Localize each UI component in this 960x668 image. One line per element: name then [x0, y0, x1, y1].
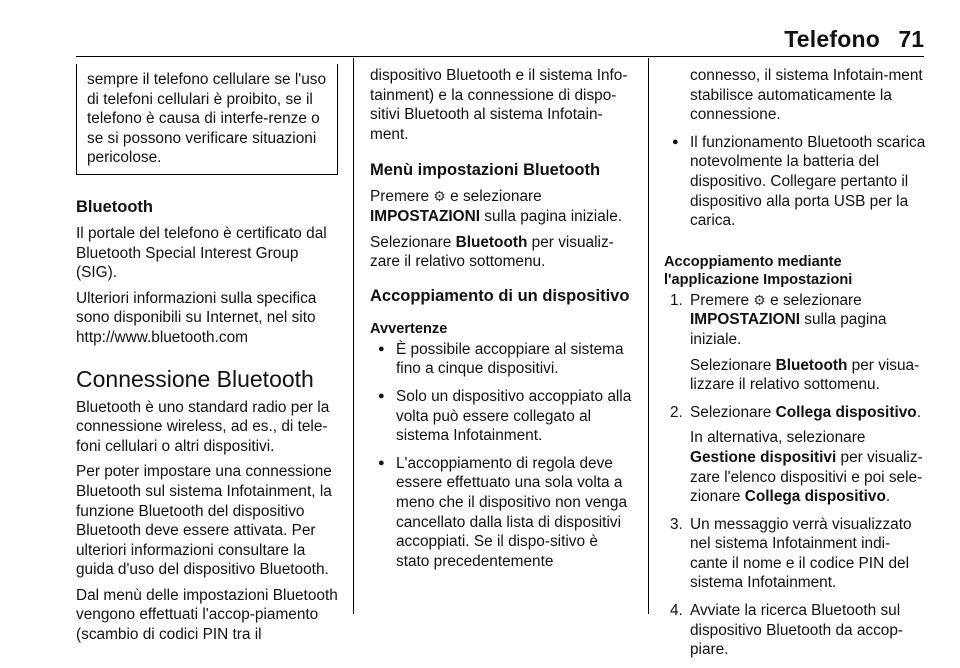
step-3: 3. Un messaggio verrà visualizzato nel sistema Infotainment indi-cante il nome e il codice PIN del sistema Infotainment.: [670, 515, 912, 592]
page-number: 71: [898, 26, 924, 52]
step-2: 2. Selezionare Collega dispositivo. In alternativa, selezionare Gestione dispositivi per visualiz-zare l'elenco dispositivi e poi sele-zionare Collega dispositivo.: [670, 403, 923, 506]
column-3: [664, 66, 926, 668]
ui-term: Bluetooth: [775, 356, 848, 374]
paragraph: Per poter impostare una connessione Bluetooth sul sistema Infotainment, la funzione Bluetooth del dispositivo Bluetooth deve essere attivata. Per ulteriori informazioni consultare la guida d'uso del dispositivo Bluetooth.: [76, 463, 332, 579]
bullet-item: ● Il funzionamento Bluetooth scarica notevolmente la batteria del dispositivo. Collegare pertanto il dispositivo alla porta USB per la carica.: [664, 133, 926, 231]
heading-pairing: Accoppiamento di un dispositivo: [370, 286, 630, 305]
heading-pairing-app: Accoppiamento mediante l'applicazione Impostazioni: [664, 253, 853, 288]
bullet-item: ● L'accoppiamento di regola deve essere effettuato una sola volta a meno che il dispositivo non venga cancellato dalla lista di dispositivi accoppiati. Se il dispo-sitivo è stato precedentemente: [370, 454, 634, 572]
heading-settings-menu: Menù impostazioni Bluetooth: [370, 161, 601, 180]
paragraph: Il portale del telefono è certificato dal Bluetooth Special Interest Group (SIG).: [76, 224, 327, 282]
heading-bluetooth-connection: Connessione Bluetooth: [76, 365, 314, 392]
settings-gear-icon: ⚙: [433, 188, 446, 205]
paragraph: Bluetooth è uno standard radio per la connessione wireless, ad es., di tele-foni cellulari o altri dispositivi.: [76, 398, 330, 455]
column-1: [76, 62, 338, 651]
bullet-item: ● Solo un dispositivo accoppiato alla volta può essere collegato al sistema Infotainment.: [370, 387, 634, 446]
ui-term: IMPOSTAZIONI: [370, 207, 481, 225]
ui-term: Bluetooth: [455, 233, 528, 251]
header-rule: [76, 56, 924, 57]
page-header: [0, 26, 960, 56]
bullet-item: ● È possibile accoppiare al sistema fino a cinque dispositivi.: [370, 340, 634, 379]
settings-gear-icon: ⚙: [753, 291, 766, 308]
ui-term: Collega dispositivo: [775, 403, 917, 421]
column-divider-2: [648, 58, 649, 614]
step-4: 4. Avviate la ricerca Bluetooth sul dispositivo Bluetooth da accop-piare.: [670, 602, 904, 659]
ui-term: Gestione dispositivi: [690, 448, 837, 466]
paragraph: Premere ⚙ e selezionare IMPOSTAZIONI sulla pagina iniziale.: [370, 188, 623, 225]
step-1: 1. Premere ⚙ e selezionare IMPOSTAZIONI sulla pagina iniziale. Selezionare Bluetooth per visua-lizzare il relativo sottomenu.: [670, 291, 920, 394]
heading-bluetooth: Bluetooth: [76, 197, 153, 216]
ui-term: IMPOSTAZIONI: [690, 311, 801, 329]
column-2: [370, 66, 634, 579]
bullet-continuation: connesso, il sistema Infotain-ment stabilisce automaticamente la connessione.: [690, 67, 923, 124]
paragraph: Dal menù delle impostazioni Bluetooth vengono effettuati l'accop-piamento (scambio di codici PIN tra il: [76, 586, 338, 644]
paragraph: Ulteriori informazioni sulla specifica sono disponibili su Internet, nel sito http://www.bluetooth.com: [76, 289, 317, 346]
warning-note-box: [76, 64, 338, 175]
paragraph: Selezionare Bluetooth per visualiz-zare il relativo sottomenu.: [370, 233, 614, 271]
page-title: Telefono: [784, 26, 880, 52]
notes-heading: Avvertenze: [370, 320, 448, 337]
note-text: sempre il telefono cellulare se l'uso di telefoni cellulari è proibito, se il telefono è causa di interfe-renze o se si possono verificare situazioni pericolose.: [87, 71, 327, 167]
paragraph: dispositivo Bluetooth e il sistema Info-tainment) e la connessione di dispo-sitivi Bluetooth al sistema Infotain-ment.: [370, 67, 628, 143]
column-divider-1: [353, 58, 354, 614]
ui-term: Collega dispositivo: [744, 488, 886, 506]
